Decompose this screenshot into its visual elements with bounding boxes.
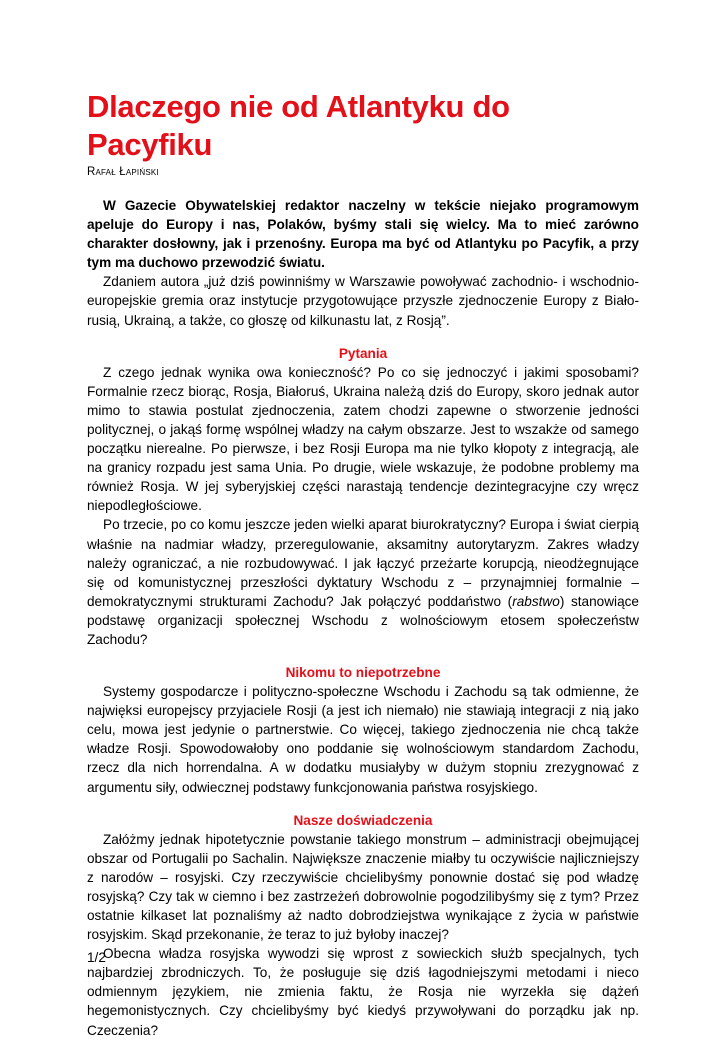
intro-paragraph: Zdaniem autora „już dziś powinniśmy w Warszawie powoływać zachodnio- i wschodnio-europejskie gremia oraz instytucje przygotowujące przyszłe zjednoczenie Europy z Biało-rusią, Ukrainą, a także, co głoszę od kilkunastu lat, z Rosją”. (87, 274, 639, 328)
page-number: 1/2 (87, 950, 106, 965)
section-paragraph (87, 515, 639, 649)
article-title: Dlaczego nie od Atlantyku do Pacyfiku (87, 89, 510, 162)
text-run: ) stanowiące podstawę organizacji społecznej Wschodu z wolnościowym etosem społeczeństw Zachodu? (87, 593, 639, 647)
emphasized-word: rabstwo (512, 593, 560, 609)
section-paragraph: Z czego jednak wynika owa konieczność? Po co się jednoczyć i jakimi sposobami? Formalnie rzecz biorąc, Rosja, Białoruś, Ukraina należą dziś do Europy, skoro jednak autor mimo to stawia postulat zjednoczenia, zatem chodzi zapewne o stworzenie jedności politycznej, o jakąś formę wspólnej władzy na całym obszarze. Jest to wszakże od samego początku nierealne. Po pierwsze, i bez Rosji Europa ma nie tylko kłopoty z integracją, ale na granicy rozpadu jest sama Unia. Po drugie, wiele wskazuje, że podobne problemy ma również Rosja. W jej syberyjskiej części narastają tendencje dezintegracyjne czy wręcz niepodległościowe. (87, 364, 639, 514)
section-heading-nikomu: Nikomu to niepotrzebne (285, 665, 441, 681)
section-paragraph: Systemy gospodarcze i polityczno-społeczne Wschodu i Zachodu są tak odmienne, że najwięksi europejscy przyjaciele Rosji (a jest ich niemało) nie stawiają integracji z nią jako celu, mowa jest jedynie o partnerstwie. Co więcej, takiego zjednoczenia nie chcą także władze Rosji. Spowodowałoby ono poddanie się wolnościowym standardom Zachodu, rzecz dla nich horrendalna. A w dodatku musiałyby w dużym stopniu zrezygnować z argumentu siły, odwiecznej podstawy funkcjonowania państwa rosyjskiego. (87, 684, 639, 795)
section-paragraph: Załóżmy jednak hipotetycznie powstanie takiego monstrum – administracji obejmującej obszar od Portugalii po Sachalin. Największe znaczenie miałby tu oczywiście najliczniejszy z narodów – rosyjski. Czy rzeczywiście chcielibyśmy ponownie dostać się pod władzę rosyjską? Czy tak w ciemno i bez zastrzeżeń dobrowolnie pogodzilibyśmy się z tym? Przez ostatnie kilkaset lat poznaliśmy aż nadto dobrodziejstwa wynikające z życia w państwie rosyjskim. Skąd przekonanie, że teraz to już byłoby inaczej? (87, 831, 639, 943)
author-name: Rafał Łapiński (87, 166, 159, 178)
text-run: Po trzecie, po co komu jeszcze jeden wielki aparat biurokratyczny? Europa i świat cierpią właśnie na nadmiar władzy, przeregulowanie, aksamitny autorytaryzm. Zakres władzy należy ograniczać, a nie rozbudowywać. I jak łączyć przeżarte korupcją, nieodżegnujące się od komunistycznej przeszłości dyktatury Wschodu z – przynajmniej formalnie – demokratycznymi strukturami Zachodu? Jak połączyć poddaństwo ( (87, 517, 639, 609)
article (87, 88, 639, 1040)
lead-paragraph: W Gazecie Obywatelskiej redaktor naczelny w tekście niejako programowym apeluje do Europy i nas, Polaków, byśmy stali się wielcy. Ma to mieć zarówno charakter dosłowny, jak i przenośny. Europa ma być od Atlantyku po Pacyfik, a przy tym ma duchowo przewodzić światu. (87, 198, 639, 271)
section-paragraph: Obecna władza rosyjska wywodzi się wprost z sowieckich służb specjalnych, tych najbardziej zbrodniczych. To, że posługuje się dziś łagodniejszymi metodami i nieco odmiennym językiem, nie zmienia faktu, że Rosja nie wyrzekła się dążeń hegemonistycznych. Czy chcielibyśmy być kiedyś przywoływani do porządku jak np. Czeczenia? (87, 946, 639, 1038)
section-heading-pytania: Pytania (338, 345, 388, 361)
section-heading-doswiadczenia: Nasze doświadczenia (293, 812, 433, 828)
